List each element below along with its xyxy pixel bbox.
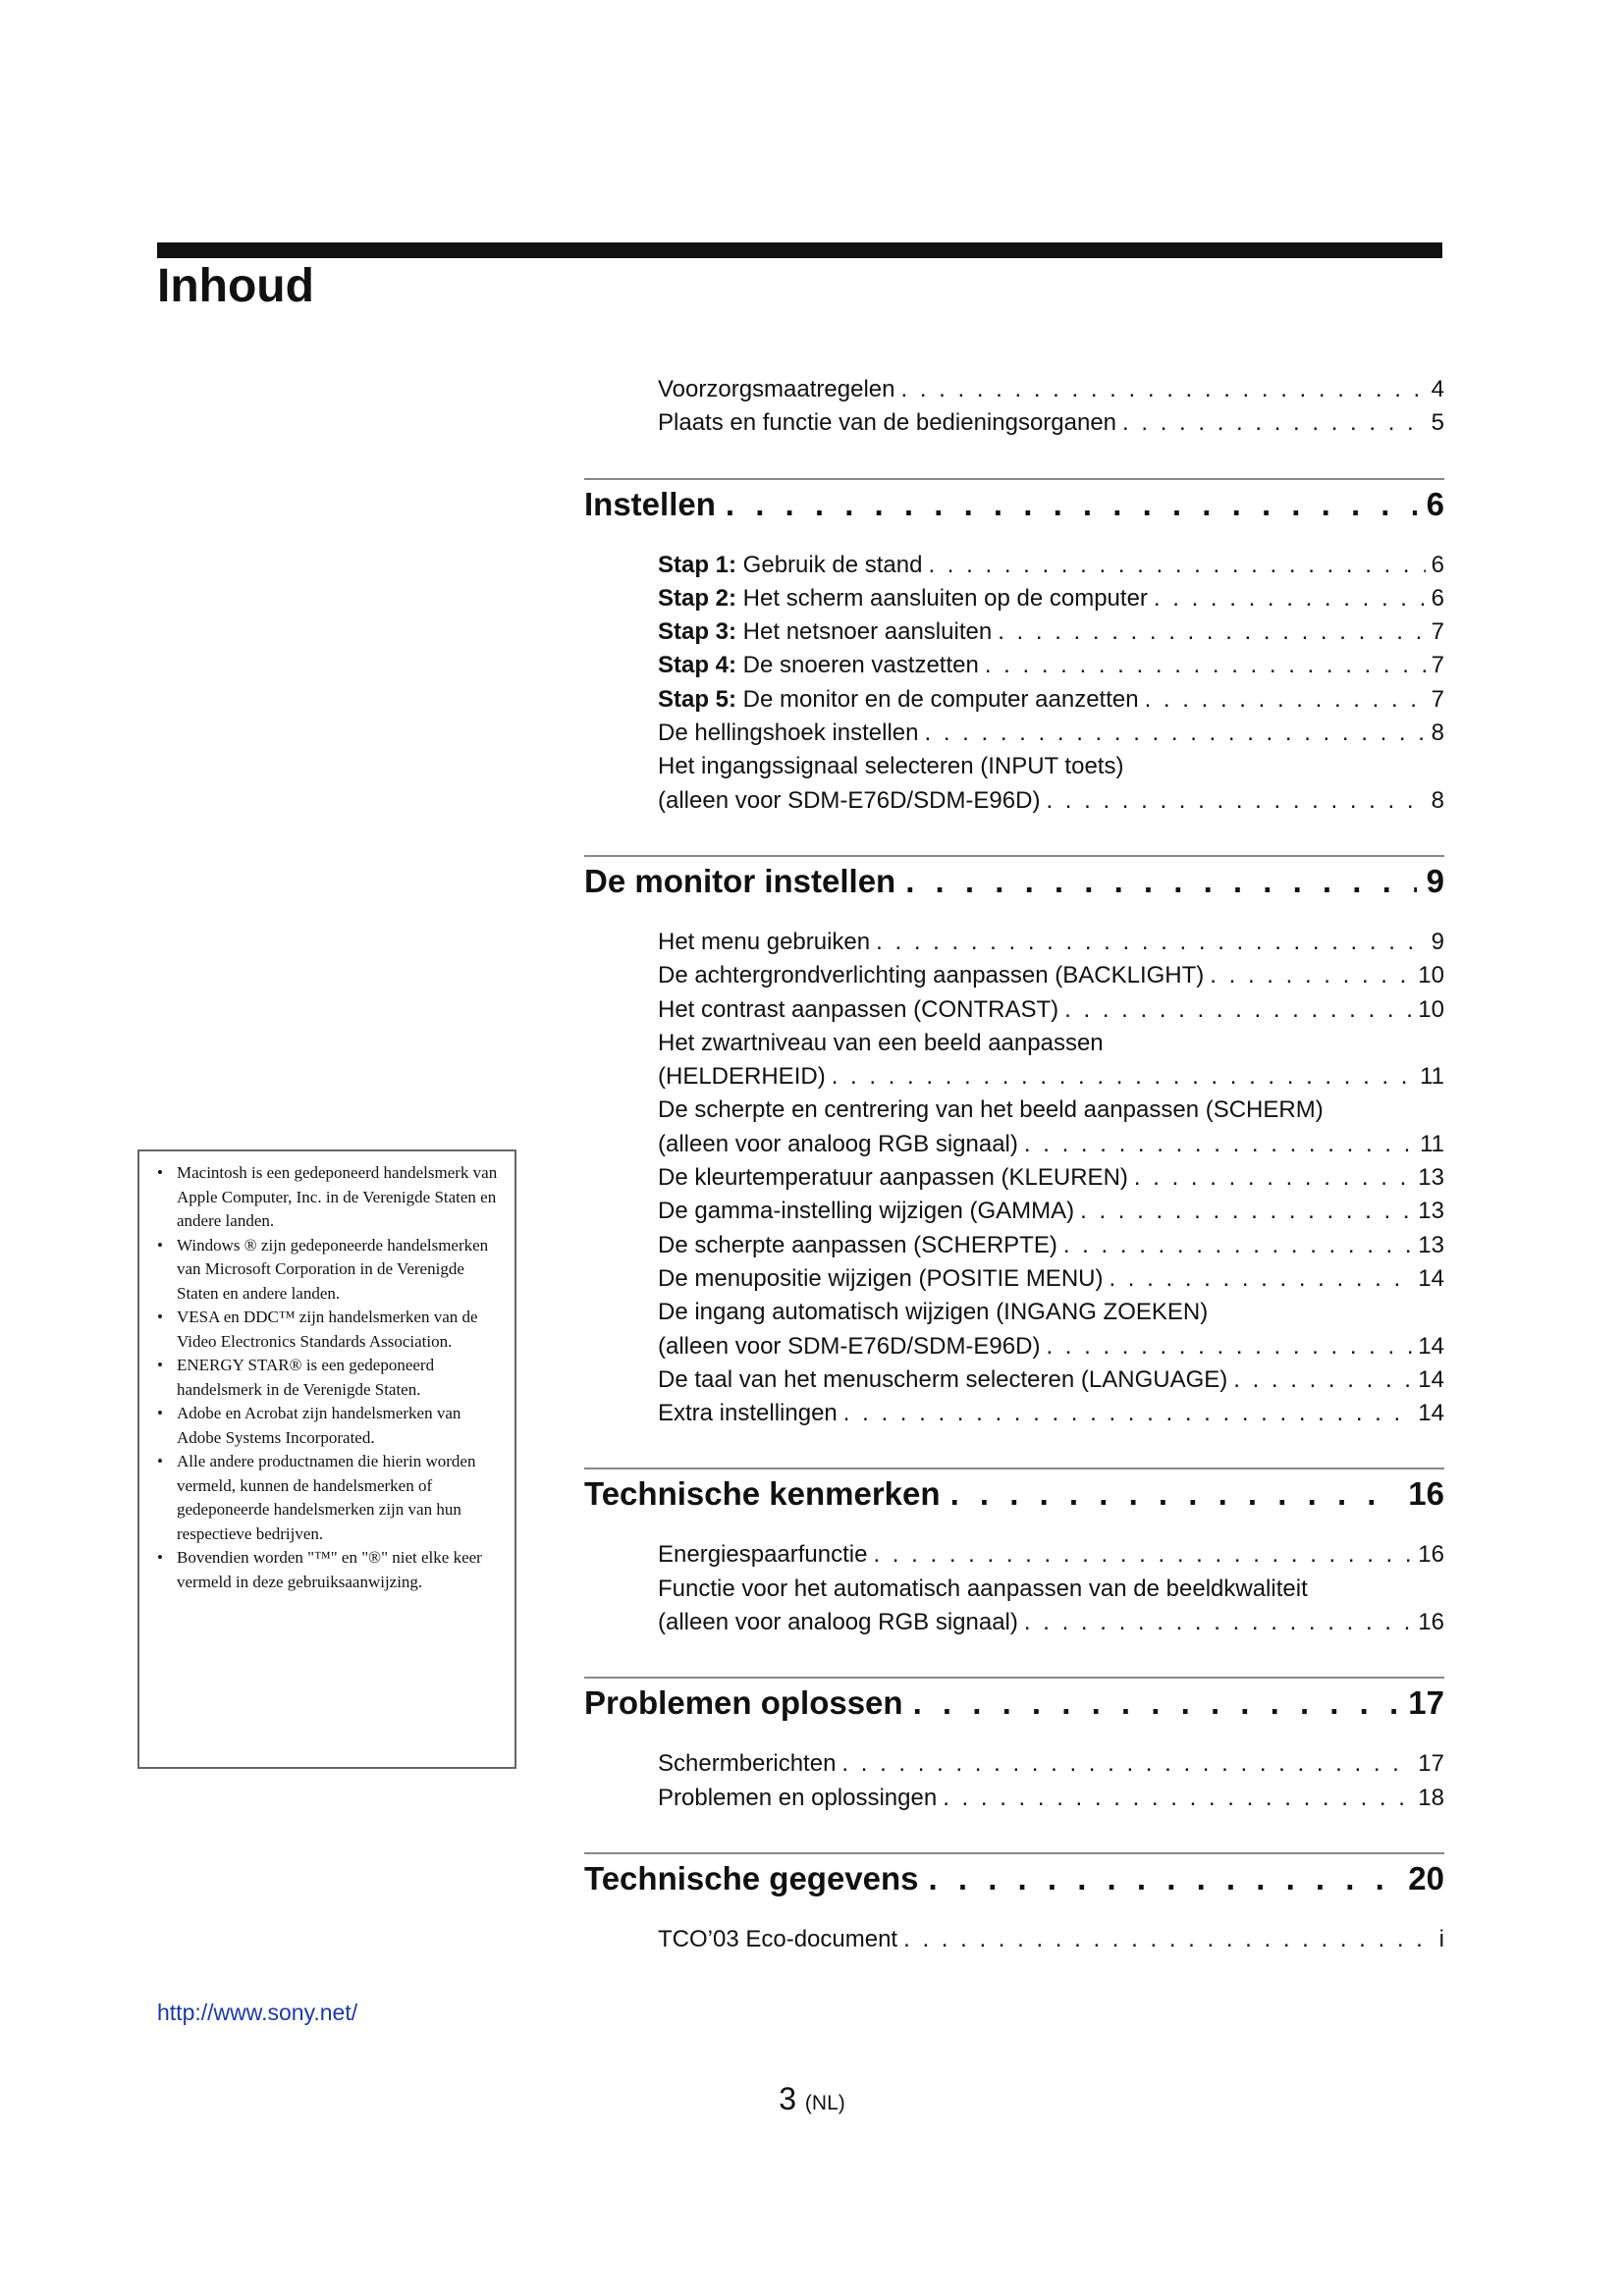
toc-entry[interactable] — [658, 1195, 1444, 1228]
dot-leader — [1233, 1363, 1412, 1397]
toc-entry[interactable] — [658, 615, 1444, 649]
dot-leader — [1046, 1330, 1412, 1363]
toc-entry-label — [658, 753, 1123, 779]
section-title: Technische gegevens — [584, 1859, 919, 1896]
toc-entry[interactable] — [658, 784, 1444, 818]
toc-entry-page: 7 — [1431, 685, 1444, 713]
toc-entry-step: Stap 2: — [658, 584, 737, 612]
toc-section — [584, 1677, 1444, 1815]
toc-entry-page: 7 — [1431, 618, 1444, 646]
dot-leader — [943, 1782, 1412, 1815]
section-page: 6 — [1426, 485, 1444, 522]
toc-entry-label — [658, 1363, 1227, 1397]
dot-leader — [1210, 959, 1412, 992]
toc-entry-page: 4 — [1431, 376, 1444, 402]
dot-leader — [1024, 1606, 1412, 1639]
page-title: Inhoud — [157, 260, 314, 312]
dot-leader — [998, 615, 1425, 649]
toc-entry-step: Stap 3: — [658, 618, 737, 646]
toc-section-heading[interactable] — [584, 478, 1444, 527]
toc-entry-text: De gamma-instelling wijzigen (GAMMA) — [658, 1198, 1075, 1225]
toc-entry[interactable] — [658, 1923, 1444, 1956]
toc-entry[interactable] — [658, 1606, 1444, 1639]
toc-entry-text: De snoeren vastzetten — [736, 652, 979, 679]
dot-leader — [900, 373, 1425, 406]
dot-leader — [726, 482, 1417, 527]
toc-entry-label — [658, 959, 1204, 992]
toc-entry[interactable] — [658, 717, 1444, 750]
toc-entry-text: Gebruik de stand — [736, 551, 923, 578]
toc-entry[interactable] — [658, 1747, 1444, 1781]
toc-entry-label — [658, 1262, 1103, 1296]
toc-entry-label — [658, 549, 922, 582]
toc-entry-page: 6 — [1431, 551, 1444, 578]
toc-entry[interactable] — [658, 683, 1444, 717]
toc-entry[interactable] — [658, 1296, 1444, 1329]
toc-entry-label — [658, 993, 1058, 1027]
dot-leader — [832, 1060, 1414, 1094]
toc-entry-page: 9 — [1431, 928, 1444, 955]
dot-leader — [929, 1856, 1399, 1901]
toc-entry-text: (alleen voor analoog RGB signaal) — [658, 1130, 1018, 1157]
toc-entry[interactable] — [658, 1573, 1444, 1606]
toc-entry[interactable] — [658, 750, 1444, 783]
toc-entry-page: 5 — [1431, 409, 1444, 437]
dot-leader — [841, 1747, 1412, 1781]
toc-entry[interactable] — [658, 1060, 1444, 1094]
section-page: 16 — [1408, 1475, 1444, 1513]
toc-entry[interactable] — [658, 1094, 1444, 1127]
toc-entry-page: 8 — [1431, 720, 1444, 747]
dot-leader — [1064, 993, 1412, 1027]
toc-entry-page: 11 — [1420, 1063, 1444, 1091]
toc-entry-label — [658, 1923, 897, 1956]
toc-entry-label — [658, 717, 919, 750]
toc-entry-label — [658, 1195, 1074, 1228]
page-number-value: 3 — [779, 2081, 797, 2116]
toc-entry-page: 18 — [1418, 1784, 1444, 1811]
toc-entry-label — [658, 1128, 1018, 1161]
dot-leader — [903, 1923, 1434, 1956]
toc-entry-text: Het scherm aansluiten op de computer — [736, 584, 1148, 612]
toc-entry[interactable] — [658, 1262, 1444, 1296]
trademark-notice: • ENERGY STAR® is een gedeponeerd handelsmerk in de Verenigde Staten. — [149, 1354, 501, 1402]
toc-entry-text: Extra instellingen — [658, 1400, 838, 1427]
dot-leader — [873, 1538, 1412, 1572]
toc-entry-label — [658, 1575, 1308, 1602]
page-number — [0, 2081, 1624, 2117]
toc-entry-text: TCO’03 Eco-document — [658, 1925, 898, 1952]
toc-entry-text: Voorzorgsmaatregelen — [658, 376, 895, 402]
toc-entry-text: Het zwartniveau van een beeld aanpassen — [658, 1029, 1104, 1056]
toc-entry-label — [658, 1747, 836, 1781]
dot-leader — [1145, 683, 1426, 717]
toc-section — [584, 1852, 1444, 1956]
toc-entry-text: (alleen voor SDM-E76D/SDM-E96D) — [658, 1332, 1041, 1360]
toc-entry-page: 14 — [1418, 1264, 1444, 1292]
trademark-notice: • Bovendien worden "™" en "®" niet elke keer vermeld in deze gebruiksaanwijzing. — [149, 1546, 501, 1594]
toc-entry-page: 16 — [1418, 1609, 1444, 1636]
toc-entry[interactable] — [658, 926, 1444, 959]
toc-entry-text: De scherpte en centrering van het beeld aanpassen (SCHERM) — [658, 1096, 1324, 1124]
toc-entry[interactable] — [658, 406, 1444, 440]
toc-entry[interactable] — [658, 1161, 1444, 1195]
toc-entry-text: De ingang automatisch wijzigen (INGANG ZOEKEN) — [658, 1299, 1209, 1326]
toc-entry-step: Stap 4: — [658, 652, 737, 679]
toc-entry-text: Schermberichten — [658, 1750, 837, 1778]
trademark-notice-box — [137, 1149, 516, 1769]
toc-section — [584, 1468, 1444, 1639]
section-title: Instellen — [584, 485, 716, 522]
dot-leader — [1046, 784, 1425, 818]
intro-entries — [584, 373, 1444, 441]
section-entries — [584, 549, 1444, 818]
toc-entry-text: De hellingshoek instellen — [658, 720, 919, 747]
toc-entry[interactable] — [658, 959, 1444, 992]
toc-entry-page: 14 — [1418, 1365, 1444, 1393]
toc-entry-page: 10 — [1418, 962, 1444, 989]
toc-entry-label — [658, 1397, 838, 1430]
toc-entry-page: 13 — [1418, 1164, 1444, 1192]
toc-entry-step: Stap 1: — [658, 551, 737, 578]
toc-entry-text: (HELDERHEID) — [658, 1063, 826, 1091]
toc-entry-label — [658, 1330, 1040, 1363]
toc-entry-page: 6 — [1431, 584, 1444, 612]
dot-leader — [1134, 1161, 1412, 1195]
section-entries — [584, 1923, 1444, 1956]
toc-entry-page: 13 — [1418, 1198, 1444, 1225]
page-language: (NL) — [804, 2092, 845, 2114]
toc-entry-page: 7 — [1431, 652, 1444, 679]
toc-entry-page: 14 — [1418, 1400, 1444, 1427]
toc-entry-label — [658, 1030, 1104, 1056]
toc-entry[interactable] — [658, 649, 1444, 682]
trademark-notice: • Windows ® zijn gedeponeerde handelsmerken van Microsoft Corporation in de Verenigde Staten en andere landen. — [149, 1234, 501, 1307]
toc-entry-label — [658, 1782, 937, 1815]
toc-entry[interactable] — [658, 1397, 1444, 1430]
dot-leader — [1122, 406, 1426, 440]
toc-entry-label — [658, 649, 979, 682]
toc-entry-page: 13 — [1418, 1231, 1444, 1258]
toc-section-heading[interactable] — [584, 1852, 1444, 1901]
dot-leader — [1063, 1229, 1412, 1262]
section-entries — [584, 1747, 1444, 1815]
trademark-notice-list — [149, 1161, 501, 1594]
toc-entry-label — [658, 926, 870, 959]
toc-entry-label — [658, 615, 992, 649]
toc-entry-text: Plaats en functie van de bedieningsorganen — [658, 409, 1117, 437]
toc-entry-text: De scherpte aanpassen (SCHERPTE) — [658, 1231, 1057, 1258]
dot-leader — [925, 717, 1426, 750]
toc-section — [584, 855, 1444, 1430]
toc-entry-step: Stap 5: — [658, 685, 737, 713]
toc-entry[interactable] — [658, 373, 1444, 406]
toc-entry-page: i — [1438, 1925, 1444, 1952]
table-of-contents — [584, 373, 1444, 1956]
dot-leader — [950, 1471, 1399, 1517]
dot-leader — [1080, 1195, 1412, 1228]
toc-entry-label — [658, 1060, 826, 1094]
dot-leader — [1024, 1128, 1414, 1161]
toc-entry[interactable] — [658, 1027, 1444, 1060]
dot-leader — [928, 549, 1425, 582]
dot-leader — [913, 1681, 1399, 1726]
trademark-notice: • Macintosh is een gedeponeerd handelsmerk van Apple Computer, Inc. in de Verenigde Staten en andere landen. — [149, 1161, 501, 1234]
trademark-notice: • Alle andere productnamen die hierin worden vermeld, kunnen de handelsmerken of gedeponeerde handelsmerken zijn van hun respectieve bedrijven. — [149, 1450, 501, 1546]
toc-entry-text: Energiespaarfunctie — [658, 1541, 868, 1569]
website-url[interactable]: http://www.sony.net/ — [157, 2000, 358, 2025]
section-entries — [584, 926, 1444, 1430]
toc-entry-text: Functie voor het automatisch aanpassen van de beeldkwaliteit — [658, 1575, 1308, 1602]
section-page: 9 — [1426, 862, 1444, 899]
toc-entry-label — [658, 1161, 1128, 1195]
toc-entry-text: Problemen en oplossingen — [658, 1784, 938, 1811]
toc-section-heading[interactable] — [584, 1468, 1444, 1517]
toc-entry[interactable] — [658, 993, 1444, 1027]
toc-entry[interactable] — [658, 1128, 1444, 1161]
title-rule — [157, 242, 1442, 258]
toc-section-heading[interactable] — [584, 855, 1444, 904]
toc-entry-text: De kleurtemperatuur aanpassen (KLEUREN) — [658, 1164, 1128, 1192]
toc-entry-text: De taal van het menuscherm selecteren (LANGUAGE) — [658, 1365, 1228, 1393]
toc-entry-text: De monitor en de computer aanzetten — [736, 685, 1139, 713]
toc-entry-page: 11 — [1420, 1130, 1444, 1157]
toc-entry[interactable] — [658, 1782, 1444, 1815]
toc-entry-label — [658, 1299, 1208, 1325]
toc-entry-label — [658, 582, 1148, 615]
toc-entry[interactable] — [658, 582, 1444, 615]
toc-entry-text: De achtergrondverlichting aanpassen (BACKLIGHT) — [658, 962, 1205, 989]
dot-leader — [985, 649, 1426, 682]
toc-entry-label — [658, 1096, 1324, 1123]
toc-entry-label — [658, 784, 1040, 818]
toc-entry-label — [658, 1538, 867, 1572]
toc-sections — [584, 478, 1444, 1957]
toc-entry-text: (alleen voor SDM-E76D/SDM-E96D) — [658, 786, 1041, 814]
section-page: 17 — [1408, 1684, 1444, 1722]
toc-entry[interactable] — [658, 1330, 1444, 1363]
trademark-notice: • Adobe en Acrobat zijn handelsmerken van Adobe Systems Incorporated. — [149, 1402, 501, 1450]
toc-entry-page: 8 — [1431, 786, 1444, 814]
toc-entry-text: Het menu gebruiken — [658, 928, 871, 955]
dot-leader — [1109, 1262, 1412, 1296]
section-title: Problemen oplossen — [584, 1684, 903, 1722]
toc-entry[interactable] — [658, 1538, 1444, 1572]
toc-entry[interactable] — [658, 1363, 1444, 1397]
toc-entry-label — [658, 373, 894, 406]
toc-entry-page: 17 — [1418, 1750, 1444, 1778]
trademark-notice: • VESA en DDC™ zijn handelsmerken van de Video Electronics Standards Association. — [149, 1306, 501, 1354]
toc-section — [584, 478, 1444, 818]
toc-entry-label — [658, 406, 1116, 440]
toc-entry-text: Het contrast aanpassen (CONTRAST) — [658, 995, 1059, 1023]
toc-section-heading[interactable] — [584, 1677, 1444, 1726]
toc-entry-page: 10 — [1418, 995, 1444, 1023]
toc-entry[interactable] — [658, 1229, 1444, 1262]
toc-entry-text: (alleen voor analoog RGB signaal) — [658, 1609, 1018, 1636]
toc-entry-text: Het ingangssignaal selecteren (INPUT toets) — [658, 753, 1124, 780]
dot-leader — [905, 859, 1416, 904]
section-title: Technische kenmerken — [584, 1475, 941, 1513]
toc-entry-label — [658, 1229, 1057, 1262]
dot-leader — [1154, 582, 1426, 615]
section-entries — [584, 1538, 1444, 1639]
section-title: De monitor instellen — [584, 862, 896, 899]
section-page: 20 — [1408, 1859, 1444, 1896]
toc-entry-page: 16 — [1418, 1541, 1444, 1569]
dot-leader — [876, 926, 1426, 959]
toc-entry-label — [658, 683, 1139, 717]
toc-entry-text: Het netsnoer aansluiten — [736, 618, 993, 646]
toc-entry-page: 14 — [1418, 1332, 1444, 1360]
toc-entry-label — [658, 1606, 1018, 1639]
toc-entry-text: De menupositie wijzigen (POSITIE MENU) — [658, 1264, 1104, 1292]
toc-entry[interactable] — [658, 549, 1444, 582]
dot-leader — [843, 1397, 1413, 1430]
